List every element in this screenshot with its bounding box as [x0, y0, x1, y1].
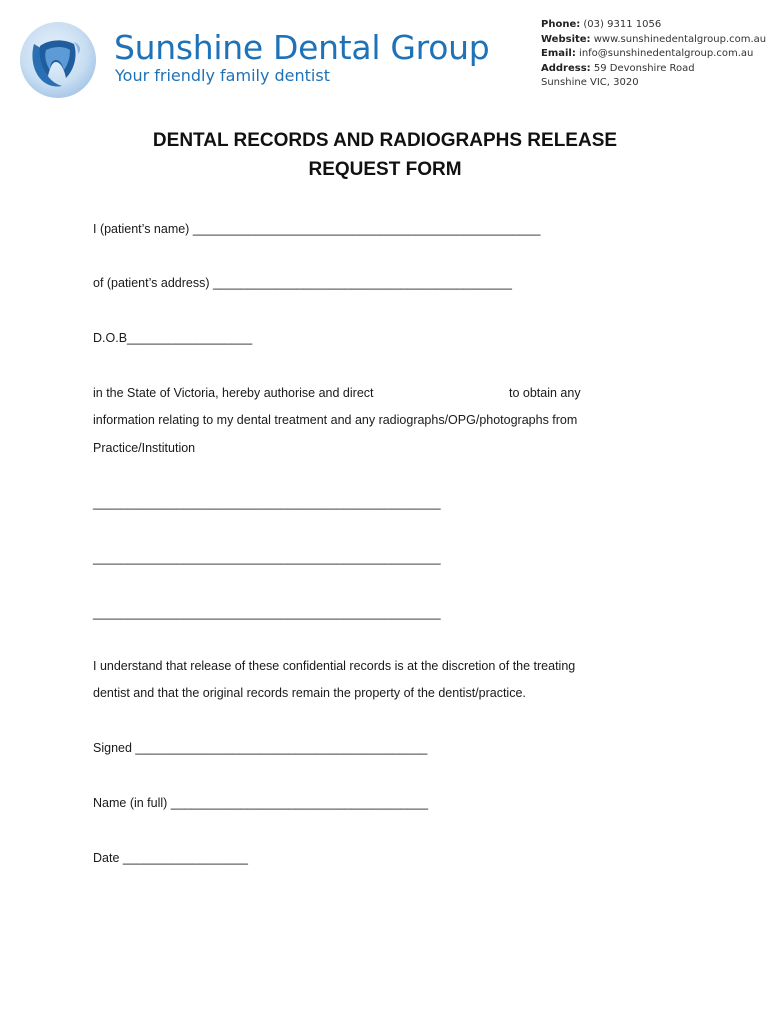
- patient-name-field[interactable]: I (patient’s name) __________________________________________________: [93, 222, 541, 236]
- understand-text-2: dentist and that the original records remain the property of the dentist/practice.: [93, 686, 526, 700]
- practice-line-3[interactable]: __________________________________________________: [93, 606, 441, 620]
- patient-address-field[interactable]: of (patient’s address) ___________________________________________: [93, 276, 512, 290]
- contact-address: Address: 59 Devonshire Road: [541, 62, 695, 74]
- name-full-field[interactable]: Name (in full) _____________________________________: [93, 796, 429, 810]
- form-title-line1: DENTAL RECORDS AND RADIOGRAPHS RELEASE: [152, 130, 618, 151]
- authorise-text-a: in the State of Victoria, hereby authorise and direct: [93, 386, 374, 400]
- practice-line-2[interactable]: __________________________________________________: [93, 551, 441, 565]
- form-title: [0, 126, 770, 184]
- contact-website: Website: www.sunshinedentalgroup.com.au: [541, 33, 767, 45]
- form-title-line2: REQUEST FORM: [308, 159, 462, 180]
- sunshine-dental-logo-icon: [18, 20, 98, 100]
- contact-block: [541, 18, 766, 91]
- info-text: information relating to my dental treatment and any radiographs/OPG/photographs from: [93, 413, 578, 427]
- practice-line-1[interactable]: __________________________________________________: [93, 496, 441, 510]
- practice-label: Practice/Institution: [93, 441, 196, 455]
- authorise-text-b: to obtain any: [509, 386, 581, 400]
- date-field[interactable]: Date __________________: [93, 851, 249, 865]
- brand-tagline: Your friendly family dentist: [115, 66, 330, 85]
- brand-name: Sunshine Dental Group: [114, 28, 490, 67]
- signed-field[interactable]: Signed __________________________________________: [93, 741, 428, 755]
- contact-email: Email: info@sunshinedentalgroup.com.au: [541, 48, 754, 59]
- contact-address-line2: Sunshine VIC, 3020: [541, 77, 639, 88]
- contact-phone: Phone: (03) 9311 1056: [541, 19, 662, 30]
- understand-text-1: I understand that release of these confidential records is at the discretion of the treating: [93, 659, 576, 673]
- dob-field[interactable]: D.O.B__________________: [93, 331, 253, 345]
